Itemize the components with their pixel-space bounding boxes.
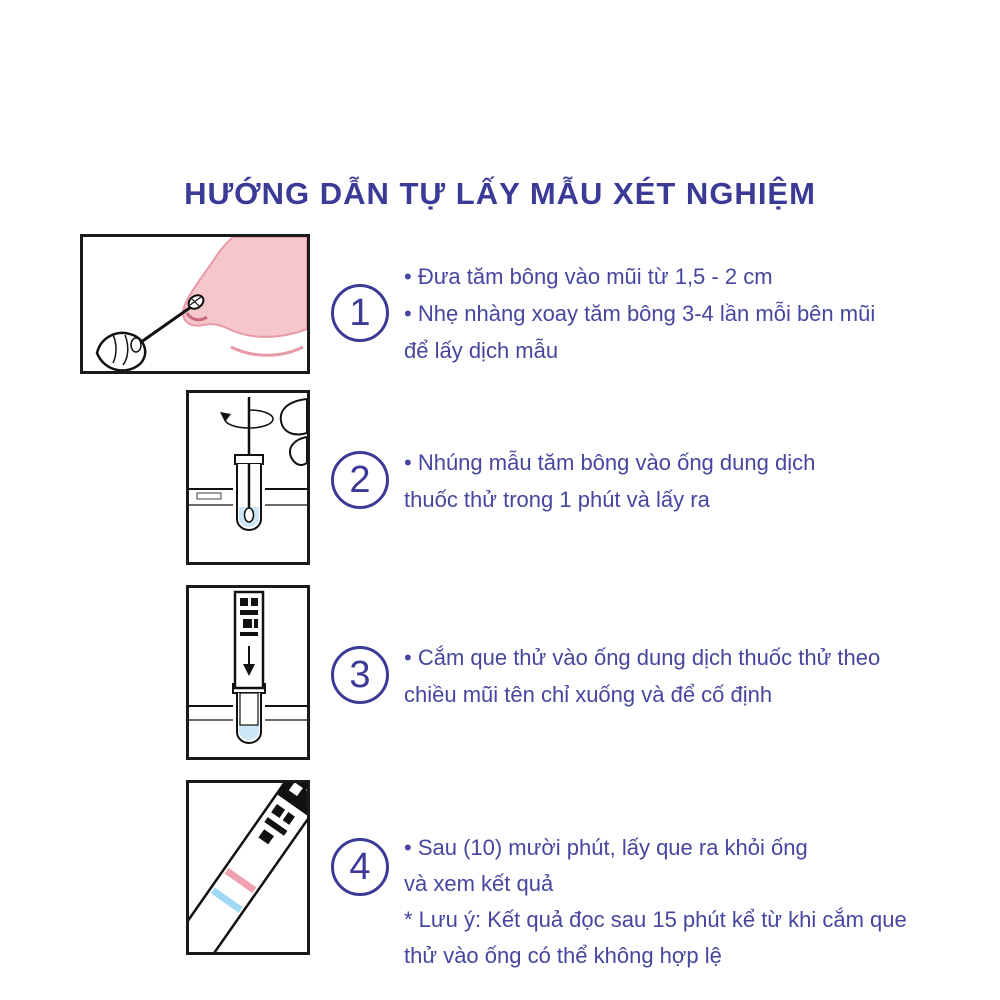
table-label-mark [197, 493, 221, 499]
step2-line-2: thuốc thử trong 1 phút và lấy ra [404, 487, 710, 512]
rotation-arrowhead [220, 412, 231, 422]
step2-illustration-box [186, 390, 310, 565]
step4-number: 4 [349, 845, 371, 888]
lip-line [231, 347, 303, 355]
strip-in-tube-illustration-icon [189, 588, 307, 757]
step1-line-3: để lấy dịch mẫu [404, 338, 559, 363]
step1-text [404, 258, 964, 369]
step4-line-4: thử vào ống có thể không hợp lệ [404, 943, 722, 968]
result-strip-illustration-icon [189, 783, 307, 952]
nose-shape [183, 237, 307, 337]
diagonal-strip-group [189, 783, 307, 952]
step1-illustration-box [80, 234, 310, 374]
tube-rim [235, 455, 263, 464]
step4-number-badge [331, 838, 389, 896]
step3-line-2: chiều mũi tên chỉ xuống và để cố định [404, 682, 773, 707]
strip-code-block [254, 619, 258, 628]
step4-illustration-box [186, 780, 310, 955]
strip-code-block [240, 632, 258, 636]
finger-2 [290, 437, 307, 465]
step3-text [404, 639, 964, 713]
finger-1 [281, 399, 307, 435]
step1-number-badge [331, 284, 389, 342]
page-title: HƯỚNG DẪN TỰ LẤY MẪU XÉT NGHIỆM [184, 176, 816, 211]
nasal-swab-illustration-icon [83, 237, 307, 371]
strip-code-block [240, 610, 258, 615]
swab-in-tube-illustration-icon [189, 393, 307, 562]
step4-text [404, 830, 964, 974]
strip-bottom-in-tube [240, 693, 258, 725]
step4-line-2: và xem kết quả [404, 871, 554, 896]
step3-line-1: • Cắm que thử vào ống dung dịch thuốc thử theo [404, 645, 881, 670]
result-strip [189, 783, 307, 952]
step1-number: 1 [349, 291, 371, 334]
strip-code-block [251, 598, 258, 606]
step2-number-badge [331, 451, 389, 509]
step1-line-1: • Đưa tăm bông vào mũi từ 1,5 - 2 cm [404, 264, 773, 289]
step2-number: 2 [349, 458, 371, 501]
step3-number: 3 [349, 653, 371, 696]
step2-text [404, 444, 964, 518]
step1-line-2: • Nhẹ nhàng xoay tăm bông 3-4 lần mỗi bên mũi [404, 301, 876, 326]
strip-code-block [243, 619, 252, 628]
thumb-nail [131, 338, 141, 352]
step3-illustration-box [186, 585, 310, 760]
step3-number-badge [331, 646, 389, 704]
strip-code-block [240, 598, 248, 606]
step4-line-1: • Sau (10) mười phút, lấy que ra khỏi ống [404, 835, 808, 860]
swab-tip [245, 508, 254, 522]
step4-line-3: * Lưu ý: Kết quả đọc sau 15 phút kể từ khi cắm que [404, 907, 907, 932]
step2-line-1: • Nhúng mẫu tăm bông vào ống dung dịch [404, 450, 816, 475]
